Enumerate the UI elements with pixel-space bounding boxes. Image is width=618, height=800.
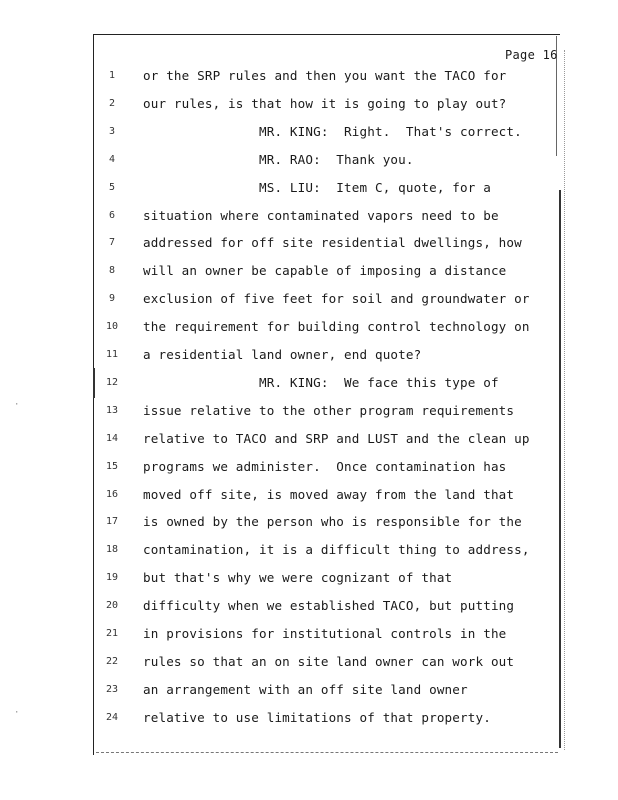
- line-text: the requirement for building control technology on: [143, 319, 530, 335]
- line-number: 12: [105, 376, 119, 388]
- line-number: 2: [108, 97, 116, 109]
- line-text: an arrangement with an off site land owner: [143, 681, 468, 697]
- line-text: is owned by the person who is responsible for the: [143, 514, 522, 530]
- line-number: 16: [105, 488, 119, 500]
- margin-speck: ·: [14, 708, 20, 718]
- bottom-rule: [96, 752, 558, 753]
- margin-speck: ·: [14, 400, 20, 410]
- right-rule: [559, 190, 561, 748]
- line-text: moved off site, is moved away from the land that: [143, 486, 515, 502]
- line-text: but that's why we were cognizant of that: [143, 570, 453, 586]
- page-number: Page 16: [505, 48, 558, 62]
- line-text: our rules, is that how it is going to play out?: [143, 95, 507, 111]
- line-text: situation where contaminated vapors need to be: [143, 207, 499, 223]
- line-text: MR. KING: Right. That's correct.: [143, 123, 522, 139]
- line-number: 5: [108, 181, 116, 193]
- line-number: 10: [105, 321, 119, 333]
- line-text: relative to TACO and SRP and LUST and the clean up: [143, 430, 530, 446]
- line-number: 20: [105, 600, 119, 612]
- line-text: relative to use limitations of that property.: [143, 709, 491, 725]
- right-dotted-rule: [564, 50, 565, 750]
- line-text: difficulty when we established TACO, but putting: [143, 598, 515, 614]
- line-text: addressed for off site residential dwellings, how: [143, 235, 522, 251]
- line-text: issue relative to the other program requirements: [143, 402, 515, 418]
- line-text: a residential land owner, end quote?: [143, 347, 422, 362]
- line-number: 4: [108, 153, 116, 165]
- line-number: 6: [108, 209, 116, 221]
- line-text: MS. LIU: Item C, quote, for a: [143, 179, 491, 195]
- line-number: 13: [105, 404, 119, 416]
- line-number: 19: [105, 572, 119, 584]
- line-number: 3: [108, 125, 116, 137]
- line-text: in provisions for institutional controls in the: [143, 626, 507, 641]
- line-number: 18: [105, 544, 119, 556]
- line-number: 9: [108, 293, 116, 305]
- line-text: exclusion of five feet for soil and groundwater or: [143, 291, 530, 307]
- line-text: MR. KING: We face this type of: [143, 374, 499, 390]
- left-margin-notch: [93, 368, 95, 398]
- line-text: or the SRP rules and then you want the TACO for: [143, 68, 507, 83]
- line-text: contamination, it is a difficult thing to address,: [143, 542, 530, 558]
- line-text: will an owner be capable of imposing a distance: [143, 263, 507, 279]
- line-number: 23: [105, 683, 119, 695]
- line-text: MR. RAO: Thank you.: [143, 151, 414, 167]
- line-number: 7: [108, 237, 116, 249]
- line-text: rules so that an on site land owner can work out: [143, 653, 515, 669]
- line-number: 14: [105, 432, 119, 444]
- line-text: programs we administer. Once contamination has: [143, 458, 507, 474]
- line-number: 24: [105, 711, 119, 723]
- line-number: 17: [105, 516, 119, 528]
- line-number: 1: [108, 70, 116, 81]
- line-number: 15: [105, 460, 119, 472]
- line-number: 22: [105, 655, 119, 667]
- line-number: 8: [108, 265, 116, 277]
- line-number: 21: [105, 628, 119, 639]
- line-number: 11: [105, 349, 119, 360]
